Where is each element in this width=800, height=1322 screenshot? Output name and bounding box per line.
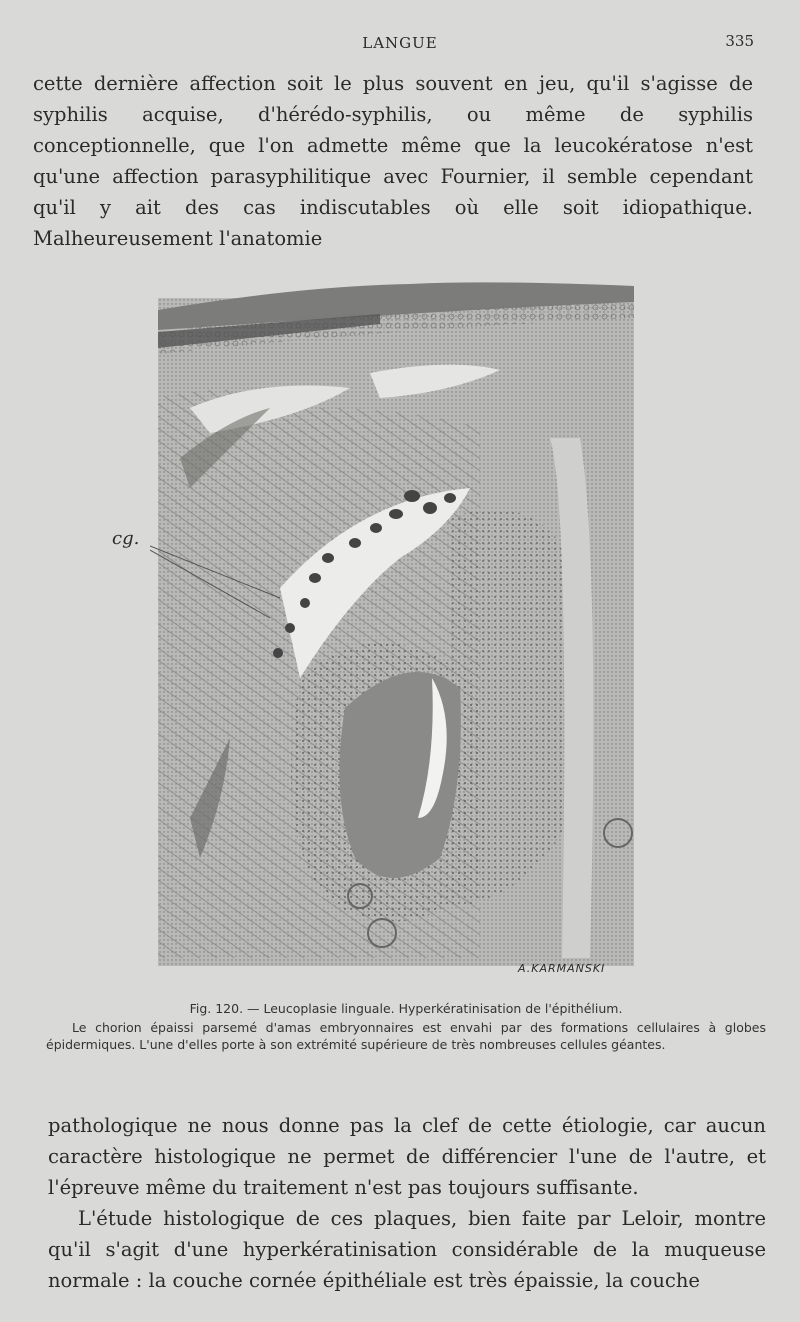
paragraph-bottom-2: L'étude histologique de ces plaques, bien faite par Leloir, montre qu'il s'agit d'une hyperkératinisation considérable de la muqueuse normale : la couche cornée épithéliale est très épaissie, la couche — [48, 1207, 766, 1292]
running-title: LANGUE — [362, 34, 438, 52]
histology-illustration — [150, 258, 646, 978]
histology-figure — [150, 258, 646, 978]
caption-text: Le chorion épaissi parsemé d'amas embryonnaires est envahi par des formations cellulaires à globes épidermiques. L'une d'elles porte à son extrémité supérieure de très nombreuses cellules géantes. — [46, 1020, 766, 1052]
page-number: 335 — [725, 32, 754, 50]
paragraph-bottom-1: pathologique ne nous donne pas la clef de cette étiologie, car aucun caractère histologique ne permet de différencier l'une de l'autre, et l'épreuve même du traitement n'est pas toujours suffisante. — [48, 1114, 766, 1199]
figure-label-cg: cg. — [112, 528, 140, 549]
caption-title: Fig. 120. — Leucoplasie linguale. Hyperkératinisation de l'épithélium. — [189, 1001, 623, 1016]
paragraph-top: cette dernière affection soit le plus souvent en jeu, qu'il s'agisse de syphilis acquise, d'hérédo-syphilis, ou même de syphilis conceptionnelle, que l'on admette même que la leucokératose n'est qu'une affection parasyphilitique avec Fournier, il semble cependant qu'il y ait des cas indiscutables où elle soit idiopathique. Malheureusement l'anatomie — [33, 72, 753, 250]
figure-signature: A.KARMANSKI — [518, 962, 606, 975]
body-paragraph-top — [33, 68, 753, 254]
page-header — [0, 32, 800, 56]
figure-caption — [46, 1000, 766, 1053]
body-paragraph-bottom — [48, 1110, 766, 1296]
